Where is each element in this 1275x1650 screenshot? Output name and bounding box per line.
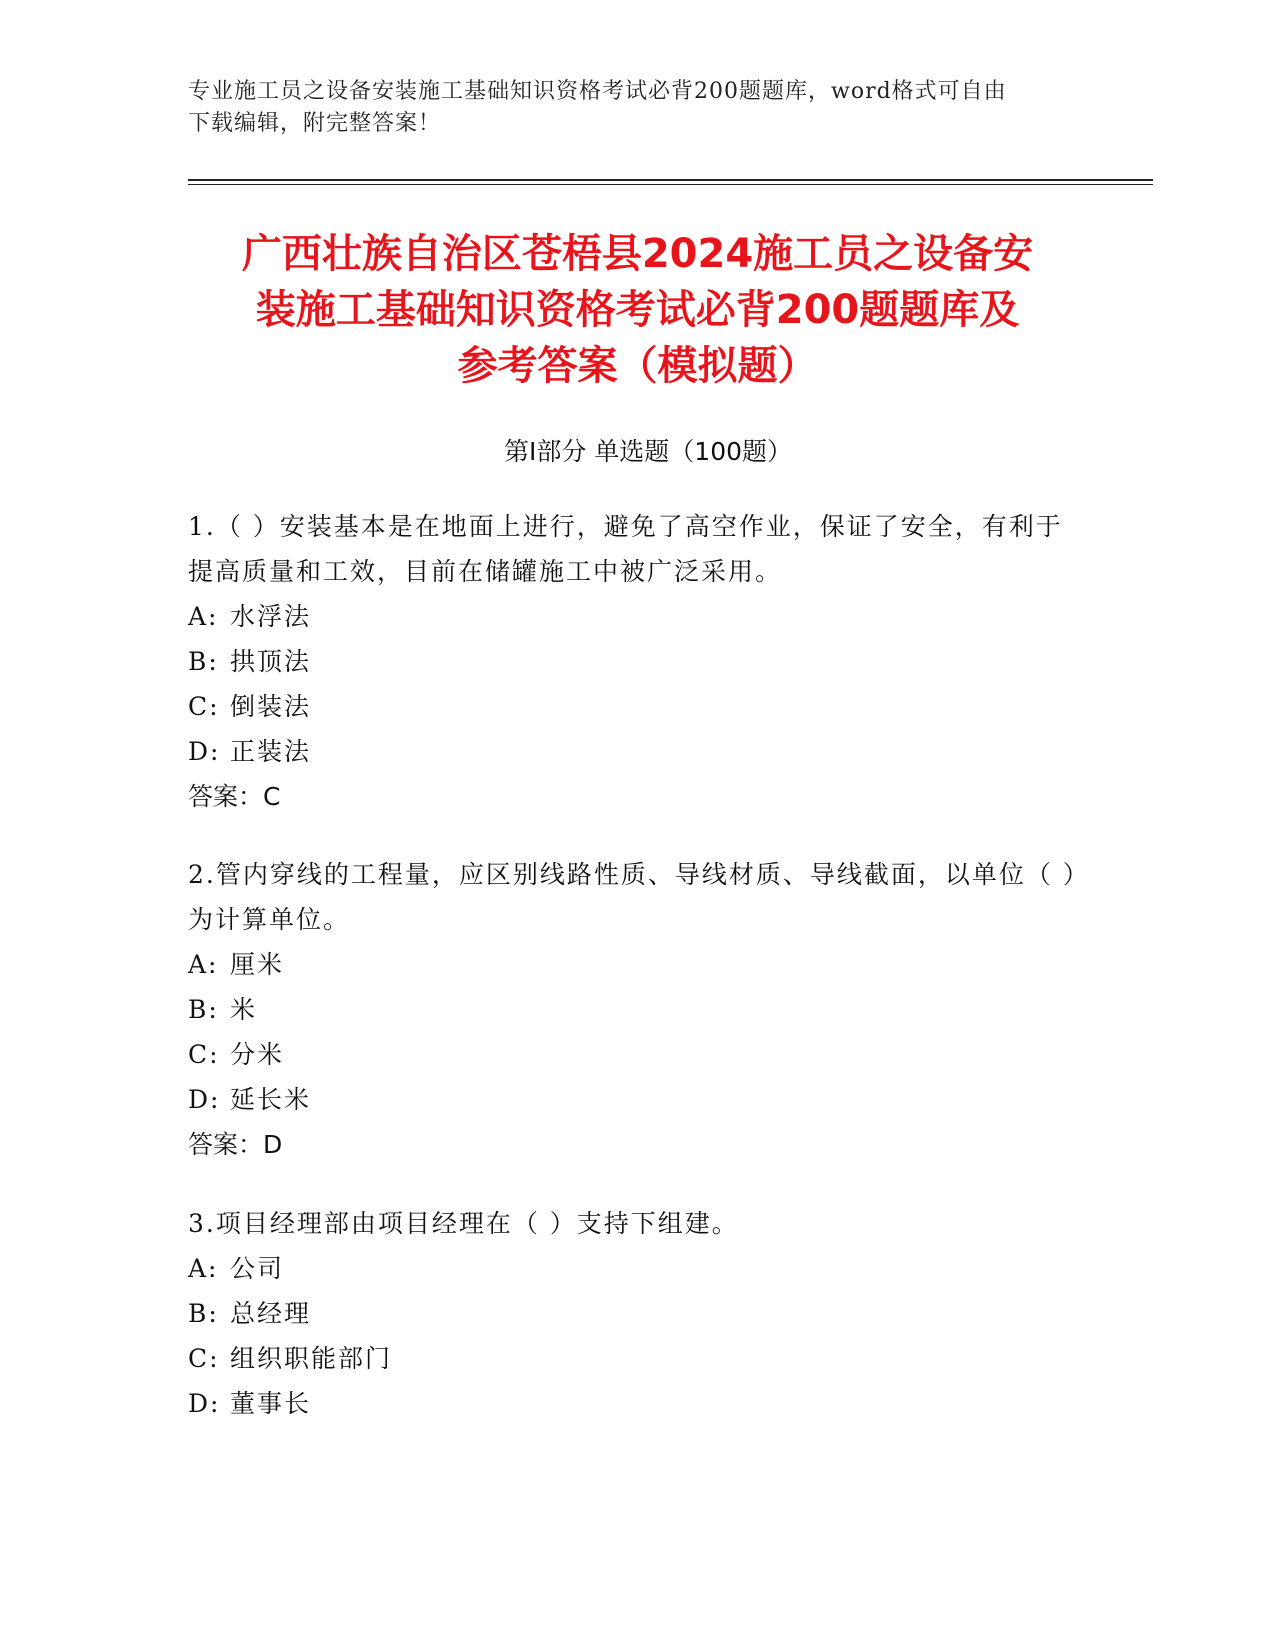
- option-text: 拱顶法: [230, 647, 312, 676]
- option-key: A:: [188, 602, 219, 631]
- header-note-line-1: 专业施工员之设备安装施工基础知识资格考试必背200题题库，word格式可自由: [188, 79, 1007, 104]
- header-rule-thick: [188, 179, 1153, 181]
- header-rule-thin: [188, 184, 1153, 185]
- option-text: 正装法: [230, 737, 312, 766]
- option-text: 公司: [230, 1254, 285, 1283]
- option-key: D:: [188, 1389, 221, 1418]
- question-stem: 3.项目经理部由项目经理在（ ）支持下组建。: [188, 1209, 739, 1238]
- document-title: [160, 226, 1115, 394]
- header-note: [188, 76, 1088, 140]
- option-key: C:: [188, 692, 220, 721]
- question-1: [188, 504, 1083, 820]
- option-text: 分米: [230, 1040, 285, 1069]
- document-title-line-3: 参考答案（模拟题）: [457, 343, 818, 389]
- section-heading: 第Ⅰ部分 单选题（100题）: [503, 437, 793, 466]
- document-title-line-2: 装施工基础知识资格考试必背200题题库及: [255, 287, 1020, 333]
- option-text: 米: [230, 995, 258, 1024]
- option-key: B:: [188, 995, 219, 1024]
- option-b: [188, 639, 1083, 684]
- option-d: [188, 1077, 1083, 1122]
- document-title-line-1: 广西壮族自治区苍梧县2024施工员之设备安: [241, 231, 1034, 277]
- option-text: 水浮法: [230, 602, 312, 631]
- option-key: C:: [188, 1040, 220, 1069]
- option-text: 总经理: [230, 1299, 312, 1328]
- question-2: [188, 852, 1083, 1168]
- option-text: 董事长: [230, 1389, 312, 1418]
- option-key: D:: [188, 737, 221, 766]
- option-key: C:: [188, 1344, 220, 1373]
- option-c: [188, 684, 1083, 729]
- option-text: 厘米: [230, 950, 285, 979]
- option-b: [188, 987, 1083, 1032]
- question-stem: 2.管内穿线的工程量，应区别线路性质、导线材质、导线截面，以单位（ ）为计算单位。: [188, 860, 1078, 934]
- option-text: 延长米: [230, 1085, 312, 1114]
- question-3: [188, 1201, 1083, 1426]
- option-key: B:: [188, 647, 219, 676]
- answer: 答案：C: [188, 782, 281, 811]
- option-d: [188, 729, 1083, 774]
- option-text: 倒装法: [230, 692, 312, 721]
- option-c: [188, 1032, 1083, 1077]
- option-key: A:: [188, 1254, 219, 1283]
- answer: 答案：D: [188, 1130, 283, 1159]
- option-text: 组织职能部门: [230, 1344, 393, 1373]
- option-a: [188, 594, 1083, 639]
- option-key: D:: [188, 1085, 221, 1114]
- option-c: [188, 1336, 1083, 1381]
- option-a: [188, 942, 1083, 987]
- question-stem: 1.（ ）安装基本是在地面上进行，避免了高空作业，保证了安全，有利于提高质量和工效，目前在储罐施工中被广泛采用。: [188, 512, 1063, 586]
- option-a: [188, 1246, 1083, 1291]
- option-b: [188, 1291, 1083, 1336]
- header-note-line-2: 下载编辑，附完整答案！: [188, 111, 442, 136]
- option-key: A:: [188, 950, 219, 979]
- option-key: B:: [188, 1299, 219, 1328]
- option-d: [188, 1381, 1083, 1426]
